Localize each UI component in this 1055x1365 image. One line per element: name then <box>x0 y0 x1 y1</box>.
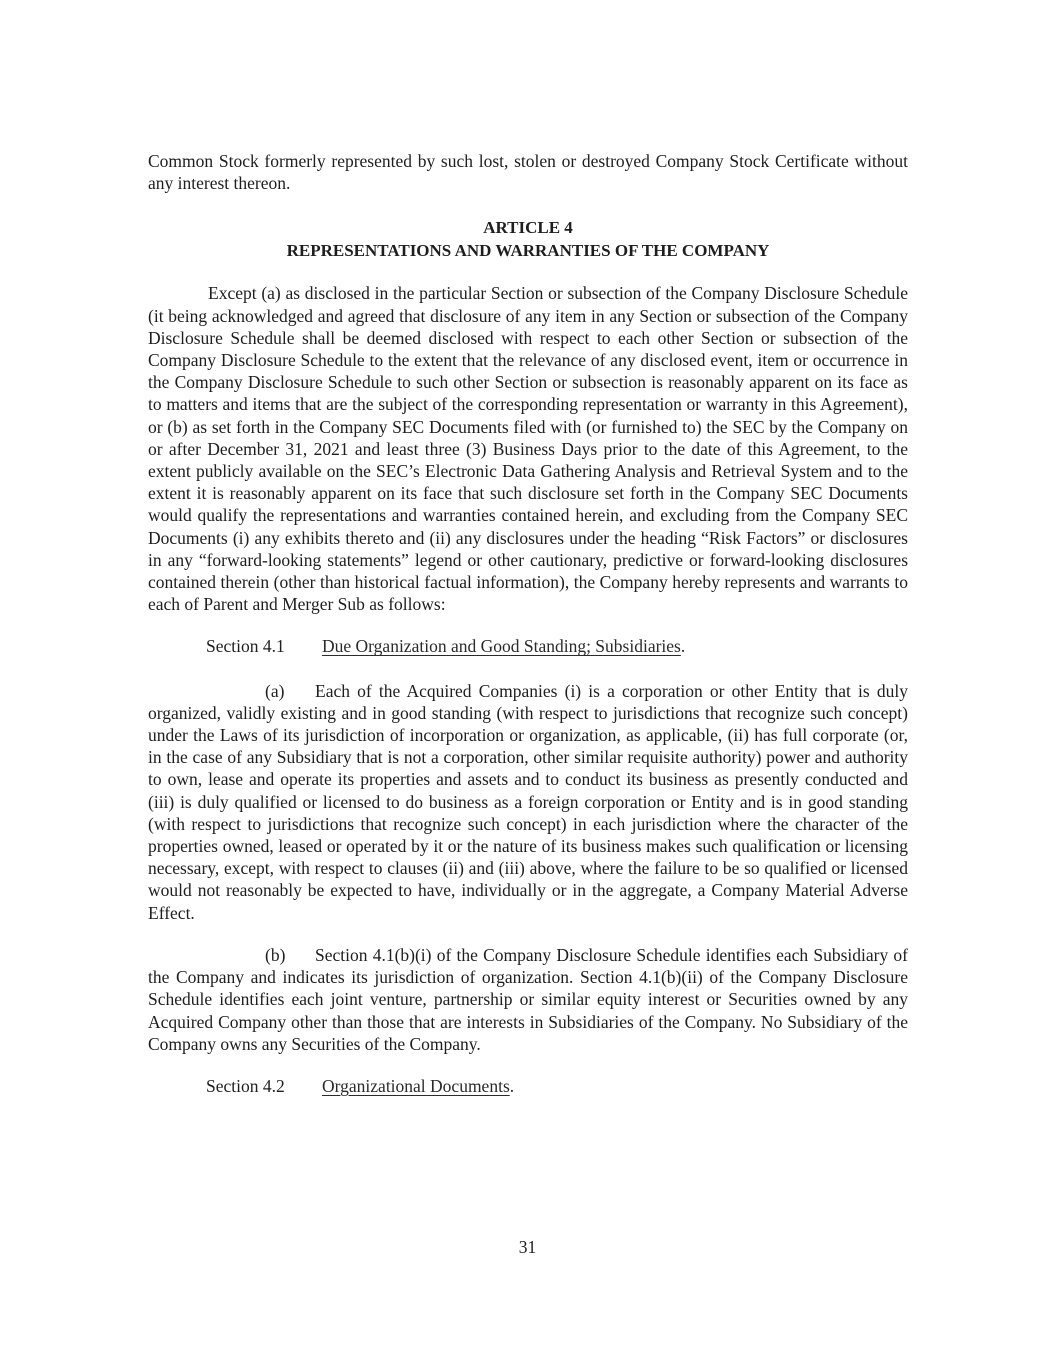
article-title: REPRESENTATIONS AND WARRANTIES OF THE COMPANY <box>286 241 770 261</box>
section-4-1-heading <box>206 635 908 657</box>
section-title: Organizational Documents <box>322 1075 510 1096</box>
section-title: Due Organization and Good Standing; Subsidiaries <box>322 636 681 657</box>
intro-paragraph: Except (a) as disclosed in the particular Section or subsection of the Company Disclosure Schedule (it being acknowledged and agreed that disclosure of any item in any Section or subsection of the Company Disclosure Schedule shall be deemed disclosed with respect to each other Section or subsection of the Company Disclosure Schedule to the extent that the relevance of any disclosed event, item or occurrence in the Company Disclosure Schedule to such other Section or subsection is reasonably apparent on its face as to matters and items that are the subject of the corresponding representation or warranty in this Agreement), or (b) as set forth in the Company SEC Documents filed with (or furnished to) the SEC by the Company on or after December 31, 2021 and least three (3) Business Days prior to the date of this Agreement, to the extent publicly available on the SEC’s Electronic Data Gathering Analysis and Retrieval System and to the extent it is reasonably apparent on its face that such disclosure set forth in the Company SEC Documents would qualify the representations and warranties contained herein, and excluding from the Company SEC Documents (i) any exhibits thereto and (ii) any disclosures under the heading “Risk Factors” or disclosures in any “forward-looking statements” legend or other cautionary, predictive or forward-looking disclosures contained therein (other than historical factual information), the Company hereby represents and warrants to each of Parent and Merger Sub as follows: <box>148 283 908 615</box>
section-4-2-heading <box>206 1075 908 1097</box>
subsection-text: Section 4.1(b)(i) of the Company Disclosure Schedule identifies each Subsidiary of the Company and indicates its jurisdiction of organization. Section 4.1(b)(ii) of the Company Disclosure Schedule identifies each joint venture, partnership or similar equity interest or Securities owned by any Acquired Company other than those that are interests in Subsidiaries of the Company. No Subsidiary of the Company owns any Securities of the Company. <box>148 944 908 1054</box>
subsection-text: Each of the Acquired Companies (i) is a corporation or other Entity that is duly organized, validly existing and in good standing (with respect to jurisdictions that recognize such concept) under the Laws of its jurisdiction of incorporation or organization, as applicable, (ii) has full corporate (or, in the case of any Subsidiary that is not a corporation, other similar requisite authority) power and authority to own, lease and operate its properties and assets and to conduct its business as presently conducted and (iii) is duly qualified or licensed to do business as a foreign corporation or Entity and is in good standing (with respect to jurisdictions that recognize such concept) in each jurisdiction where the character of the properties owned, leased or operated by it or the nature of its business makes such qualification or licensing necessary, except, with respect to clauses (ii) and (iii) above, where the failure to be so qualified or licensed would not reasonably be expected to have, individually or in the aggregate, a Company Material Adverse Effect. <box>148 680 908 923</box>
article-heading <box>148 216 908 262</box>
subsection-b <box>148 944 908 1055</box>
subsection-label: (a) <box>265 680 285 701</box>
section-number: Section 4.2 <box>206 1075 285 1096</box>
page-number: 31 <box>518 1237 537 1257</box>
continuation-paragraph: Common Stock formerly represented by such lost, stolen or destroyed Company Stock Certificate without any interest thereon. <box>148 151 908 194</box>
section-number: Section 4.1 <box>206 636 285 657</box>
subsection-a <box>148 680 908 924</box>
subsection-label: (b) <box>265 944 286 965</box>
document-page <box>148 150 908 1119</box>
section-terminator: . <box>509 1075 515 1096</box>
article-number: ARTICLE 4 <box>483 218 573 238</box>
section-terminator: . <box>680 636 686 657</box>
